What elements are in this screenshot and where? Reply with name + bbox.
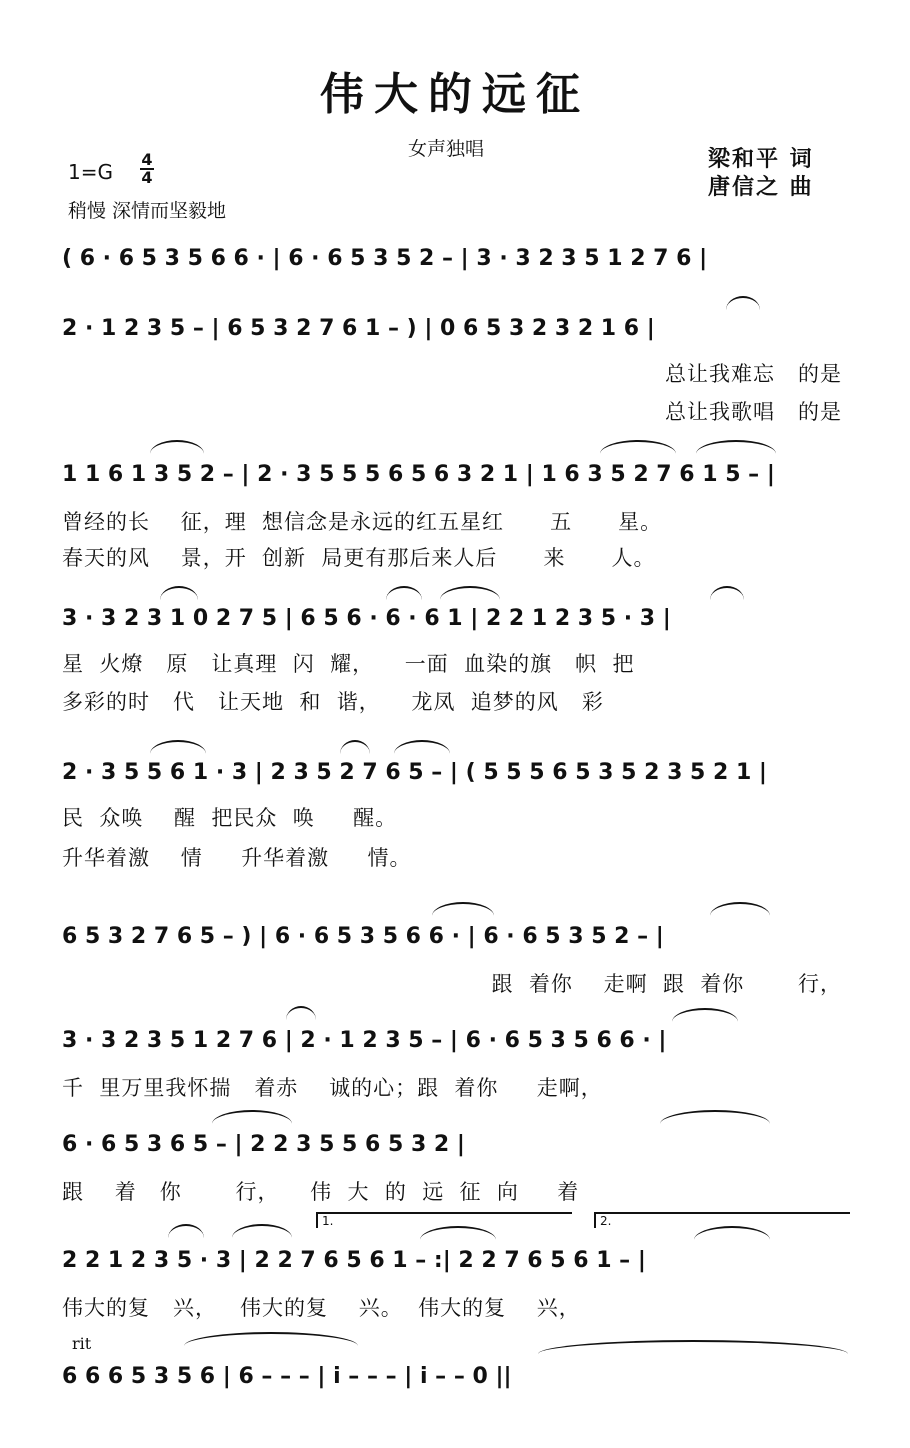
volta-second-ending: 2.	[594, 1212, 850, 1228]
notation-row-2	[62, 306, 848, 350]
notation-row-text: ( 6 · 6 5 3 5 6 6 · | 6 · 6 5 3 5 2 – | 3 · 3 2 3 5 1 2 7 6 |	[62, 245, 708, 271]
tempo-marking: 稍慢 深情而坚毅地	[68, 200, 227, 222]
slur-mark	[212, 1110, 292, 1124]
notation-row-3	[62, 452, 848, 496]
notation-row-4	[62, 596, 848, 640]
volta-first-ending: 1.	[316, 1212, 572, 1228]
composer-credit: 唐信之 曲	[708, 175, 814, 200]
slur-mark	[150, 440, 204, 454]
notation-row-text: 3 · 3 2 3 5 1 2 7 6 | 2 · 1 2 3 5 – | 6 · 6 5 3 5 6 6 · |	[62, 1027, 667, 1053]
notation-row-text: 2 2 1 2 3 5 · 3 | 2 2 7 6 5 6 1 – :| 2 2 7 6 5 6 1 – |	[62, 1247, 646, 1273]
lyrics-row-7: 千 里万里我怀揣 着赤 诚的心；跟 着你 走啊，	[62, 1076, 603, 1100]
slur-mark	[710, 586, 744, 600]
ritardando-marking: rit	[72, 1334, 92, 1353]
lyrics-row-9: 伟大的复 兴， 伟大的复 兴。 伟大的复 兴，	[62, 1296, 581, 1320]
notation-row-7	[62, 1018, 848, 1062]
time-signature-bottom: 4	[141, 168, 153, 187]
notation-row-text: 6 · 6 5 3 6 5 – | 2 2 3 5 5 6 5 3 2 |	[62, 1131, 465, 1157]
time-signature	[140, 152, 154, 186]
slur-mark	[538, 1340, 848, 1354]
slur-mark	[184, 1332, 358, 1346]
slur-mark	[420, 1226, 496, 1240]
lyrics-row-6: 跟 着你 走啊 跟 着你 行，	[491, 972, 842, 996]
slur-mark	[440, 586, 500, 600]
notation-row-8	[62, 1122, 848, 1166]
notation-row-text: 3 · 3 2 3 1 0 2 7 5 | 6 5 6 · 6 · 6 1 | 2 2 1 2 3 5 · 3 |	[62, 605, 671, 631]
notation-row-10	[62, 1354, 848, 1398]
time-signature-top: 4	[141, 150, 153, 169]
slur-mark	[386, 586, 422, 600]
notation-row-9	[62, 1238, 848, 1282]
notation-row-text: 1 1 6 1 3 5 2 – | 2 · 3 5 5 5 6 5 6 3 2 1 | 1 6 3 5 2 7 6 1 5 – |	[62, 461, 775, 487]
slur-mark	[150, 740, 206, 754]
slur-mark	[232, 1224, 292, 1238]
lyrics-row-4b: 多彩的时 代 让天地 和 谐， 龙凤 追梦的风 彩	[62, 690, 604, 714]
slur-mark	[394, 740, 450, 754]
notation-row-5	[62, 750, 848, 794]
slur-mark	[696, 440, 776, 454]
slur-mark	[694, 1226, 770, 1240]
slur-mark	[726, 296, 760, 310]
song-title: 伟大的远征	[320, 69, 590, 120]
slur-mark	[340, 740, 370, 754]
key-signature: 1=G	[68, 160, 113, 184]
notation-row-6	[62, 914, 848, 958]
slur-mark	[286, 1006, 316, 1020]
slur-mark	[160, 586, 198, 600]
slur-mark	[710, 902, 770, 916]
lyrics-row-2b: 总让我歌唱 的是	[664, 400, 842, 424]
slur-mark	[660, 1110, 770, 1124]
subtitle: 女声独唱	[408, 138, 485, 160]
lyrics-row-5b: 升华着激 情 升华着激 情。	[62, 846, 412, 870]
lyrics-row-5a: 民 众唤 醒 把民众 唤 醒。	[62, 806, 398, 830]
slur-mark	[432, 902, 494, 916]
slur-mark	[600, 440, 676, 454]
lyrics-row-2a: 总让我难忘 的是	[664, 362, 842, 386]
notation-row-text: 2 · 3 5 5 6 1 · 3 | 2 3 5 2 7 6 5 – | ( 5 5 5 6 5 3 5 2 3 5 2 1 |	[62, 759, 767, 785]
lyrics-row-8: 跟 着 你 行， 伟 大 的 远 征 向 着	[62, 1180, 580, 1204]
lyrics-row-3a: 曾经的长 征，理 想信念是永远的红五星红 五 星。	[62, 510, 663, 534]
lyrics-row-4a: 星 火燎 原 让真理 闪 耀， 一面 血染的旗 帜 把	[62, 652, 635, 676]
lyricist-credit: 梁和平 词	[708, 147, 814, 172]
notation-row-text: 2 · 1 2 3 5 – | 6 5 3 2 7 6 1 – ) | 0 6 5 3 2 3 2 1 6 |	[62, 315, 655, 341]
slur-mark	[168, 1224, 204, 1238]
notation-row-text: 6 6 6 5 3 5 6 | 6 – – – | i – – – | i – – 0 ||	[62, 1363, 512, 1389]
lyrics-row-3b: 春天的风 景，开 创新 局更有那后来人后 来 人。	[62, 546, 656, 570]
slur-mark	[672, 1008, 738, 1022]
notation-row-1	[62, 236, 848, 280]
notation-row-text: 6 5 3 2 7 6 5 – ) | 6 · 6 5 3 5 6 6 · | 6 · 6 5 3 5 2 – |	[62, 923, 664, 949]
